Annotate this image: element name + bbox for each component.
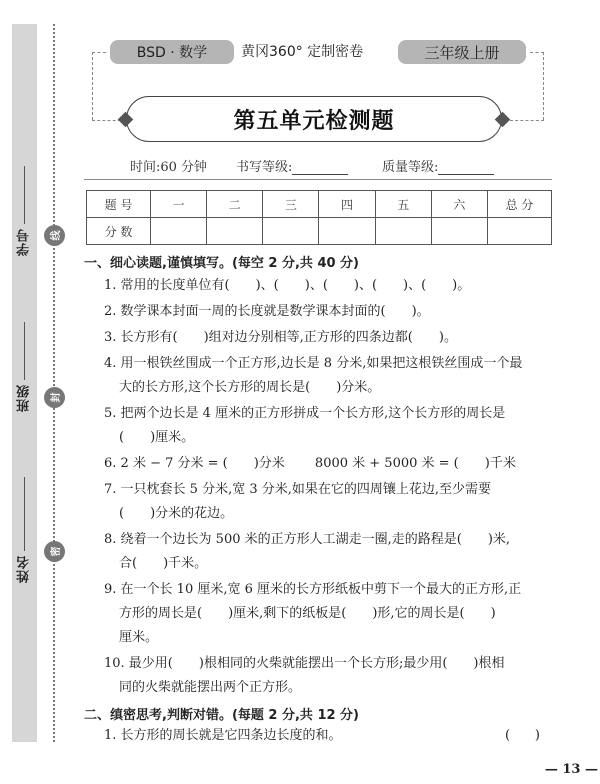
writing-grade-blank[interactable] — [292, 161, 348, 175]
subject-badge — [110, 40, 234, 64]
score-input-cell[interactable] — [488, 218, 552, 245]
score-table — [86, 190, 552, 245]
question-line: 厘米。 — [119, 630, 159, 645]
seal-seal-icon: 封 — [44, 387, 65, 408]
grade-badge — [398, 40, 526, 64]
brand-title: 黄冈360° 定制密卷 — [241, 44, 364, 60]
table-cell: 分 数 — [87, 218, 151, 245]
question-line: 5. 把两个边长是 4 厘米的正方形拼成一个长方形,这个长方形的周长是 — [104, 406, 506, 421]
score-table-header-row — [87, 191, 552, 218]
score-table-score-row — [87, 218, 552, 245]
exam-time: 时间:60 分钟 — [130, 160, 208, 175]
seal-line-icon: 线 — [44, 225, 65, 246]
question-line: 同的火柴就能摆出两个正方形。 — [119, 680, 302, 695]
class-field — [12, 322, 37, 412]
section-1-heading: 一、细心读题,谨慎填写。(每空 2 分,共 40 分) — [84, 256, 359, 271]
quality-grade-blank[interactable] — [438, 161, 494, 175]
header-dash-right-vertical — [543, 52, 544, 120]
quality-grade — [382, 156, 494, 175]
judge-answer-blank[interactable]: ( ) — [505, 728, 540, 743]
subject-badge-text: BSD · 数学 — [136, 45, 208, 61]
table-cell: 一 — [151, 191, 207, 218]
page-number: — 13 — — [544, 762, 598, 777]
question-line: 9. 在一个长 10 厘米,宽 6 厘米的长方形纸板中剪下一个最大的正方形,正 — [104, 582, 522, 597]
table-cell: 总 分 — [488, 191, 552, 218]
seal-secret-icon: 密 — [44, 541, 65, 562]
header-dash-left — [92, 52, 106, 53]
question-line: 8. 绕着一个边长为 500 米的正方形人工湖走一圈,走的路程是( )米, — [104, 532, 511, 547]
question-line: 6. 2 米 − 7 分米 = ( )分米 8000 米 + 5000 米 = ( )千米 — [104, 456, 516, 471]
score-input-cell[interactable] — [207, 218, 263, 245]
quality-grade-label: 质量等级: — [382, 160, 439, 175]
writing-grade — [236, 156, 348, 175]
header-dash-left-vertical — [92, 52, 93, 120]
table-cell: 五 — [375, 191, 431, 218]
seal-cut-line — [53, 24, 55, 742]
question-line: 方形的周长是( )厘米,剩下的纸板是( )形,它的周长是( ) — [119, 606, 496, 621]
table-cell: 六 — [431, 191, 487, 218]
grade-badge-text: 三年级上册 — [424, 43, 500, 62]
score-input-cell[interactable] — [375, 218, 431, 245]
question-line: 合( )千米。 — [119, 556, 208, 571]
table-cell: 二 — [207, 191, 263, 218]
header-divider — [84, 179, 552, 180]
question-line: 4. 用一根铁丝围成一个正方形,边长是 8 分米,如果把这根铁丝围成一个最 — [104, 356, 523, 371]
title-banner — [126, 96, 502, 142]
student-id-blank[interactable] — [24, 166, 25, 224]
name-field — [12, 477, 37, 583]
question-line: 3. 长方形有( )组对边分别相等,正方形的四条边都( )。 — [104, 330, 457, 345]
header-dash-right — [530, 52, 544, 53]
class-label: 班级 — [17, 384, 32, 412]
name-blank[interactable] — [24, 477, 25, 551]
class-blank[interactable] — [24, 322, 25, 380]
question-line: 10. 最少用( )根相同的火柴就能摆出一个长方形;最少用( )根相 — [104, 656, 505, 671]
table-cell: 四 — [319, 191, 375, 218]
student-id-field — [12, 166, 37, 256]
question-line: 7. 一只枕套长 5 分米,宽 3 分米,如果在它的四周镶上花边,至少需要 — [104, 482, 492, 497]
question-line: 1. 常用的长度单位有( )、( )、( )、( )、( )。 — [104, 278, 471, 293]
section-2-heading: 二、缜密思考,判断对错。(每题 2 分,共 12 分) — [84, 708, 359, 723]
question-line: 1. 长方形的周长就是它四条边长度的和。 — [104, 728, 342, 743]
table-cell: 题 号 — [87, 191, 151, 218]
question-line: 2. 数学课本封面一周的长度就是数学课本封面的( )。 — [104, 304, 430, 319]
score-input-cell[interactable] — [319, 218, 375, 245]
name-label: 姓名 — [17, 555, 32, 583]
score-input-cell[interactable] — [151, 218, 207, 245]
writing-grade-label: 书写等级: — [236, 160, 293, 175]
question-line: ( )分米的花边。 — [119, 506, 234, 521]
score-input-cell[interactable] — [431, 218, 487, 245]
header-dash-right-bottom — [510, 120, 544, 121]
student-id-label: 学号 — [17, 228, 32, 256]
question-line: 大的长方形,这个长方形的周长是( )分米。 — [119, 380, 381, 395]
page-title: 第五单元检测题 — [233, 107, 395, 134]
score-input-cell[interactable] — [263, 218, 319, 245]
table-cell: 三 — [263, 191, 319, 218]
question-line: ( )厘米。 — [119, 430, 195, 445]
